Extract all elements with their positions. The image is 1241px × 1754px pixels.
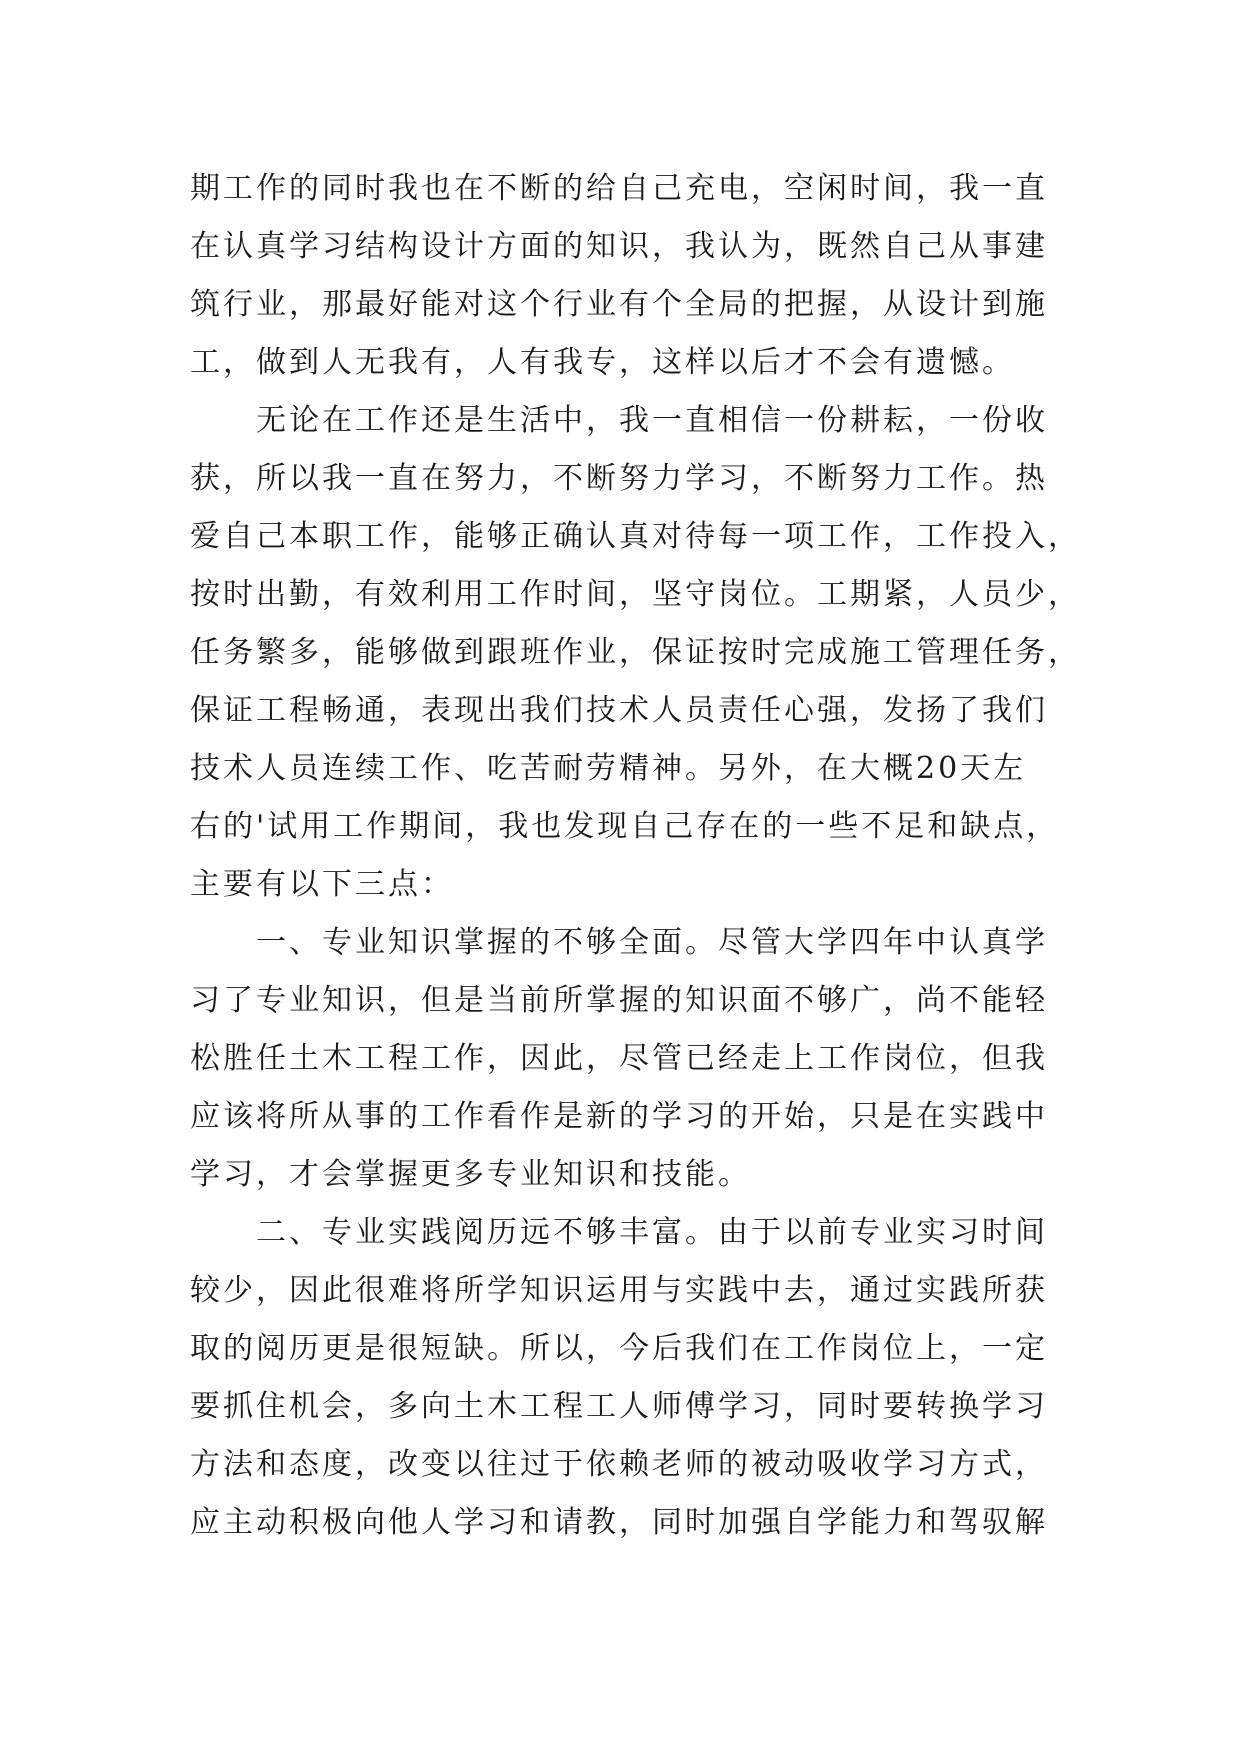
text-line: 松胜任土木工程工作，因此，尽管已经走上工作岗位，但我 — [190, 1041, 1048, 1076]
text-line: 期工作的同时我也在不断的给自己充电，空闲时间，我一直 — [190, 171, 1048, 206]
text-line: 主要有以下三点： — [190, 867, 454, 902]
text-line: 要抓住机会，多向土木工程工人师傅学习，同时要转换学习 — [190, 1389, 1048, 1424]
text-line: 学习，才会掌握更多专业知识和技能。 — [190, 1157, 751, 1192]
text-line: 右的'试用工作期间，我也发现自己存在的一些不足和缺点， — [190, 809, 1060, 844]
text-line: 爱自己本职工作，能够正确认真对待每一项工作，工作投入， — [190, 519, 1081, 554]
text-line: 在认真学习结构设计方面的知识，我认为，既然自己从事建 — [190, 229, 1048, 264]
text-line: 任务繁多，能够做到跟班作业，保证按时完成施工管理任务， — [190, 635, 1081, 670]
text-line: 无论在工作还是生活中，我一直相信一份耕耘，一份收 — [190, 403, 1048, 438]
text-line: 二、专业实践阅历远不够丰富。由于以前专业实习时间 — [190, 1215, 1048, 1250]
text-line: 应主动积极向他人学习和请教，同时加强自学能力和驾驭解 — [190, 1505, 1048, 1540]
text-line: 方法和态度，改变以往过于依赖老师的被动吸收学习方式， — [190, 1447, 1048, 1482]
text-line: 筑行业，那最好能对这个行业有个全局的把握，从设计到施 — [190, 287, 1048, 322]
document-body — [190, 160, 1081, 1552]
text-line: 技术人员连续工作、吃苦耐劳精神。另外，在大概20天左 — [190, 751, 1027, 786]
text-line: 获，所以我一直在努力，不断努力学习，不断努力工作。热 — [190, 461, 1048, 496]
text-line: 工，做到人无我有，人有我专，这样以后才不会有遗憾。 — [190, 345, 1015, 380]
text-line: 保证工程畅通，表现出我们技术人员责任心强，发扬了我们 — [190, 693, 1048, 728]
text-line: 取的阅历更是很短缺。所以，今后我们在工作岗位上，一定 — [190, 1331, 1048, 1366]
text-line: 应该将所从事的工作看作是新的学习的开始，只是在实践中 — [190, 1099, 1048, 1134]
text-line: 按时出勤，有效利用工作时间，坚守岗位。工期紧，人员少， — [190, 577, 1081, 612]
text-line: 较少，因此很难将所学知识运用与实践中去，通过实践所获 — [190, 1273, 1048, 1308]
text-line: 一、专业知识掌握的不够全面。尽管大学四年中认真学 — [190, 925, 1048, 960]
text-line: 习了专业知识，但是当前所掌握的知识面不够广，尚不能轻 — [190, 983, 1048, 1018]
